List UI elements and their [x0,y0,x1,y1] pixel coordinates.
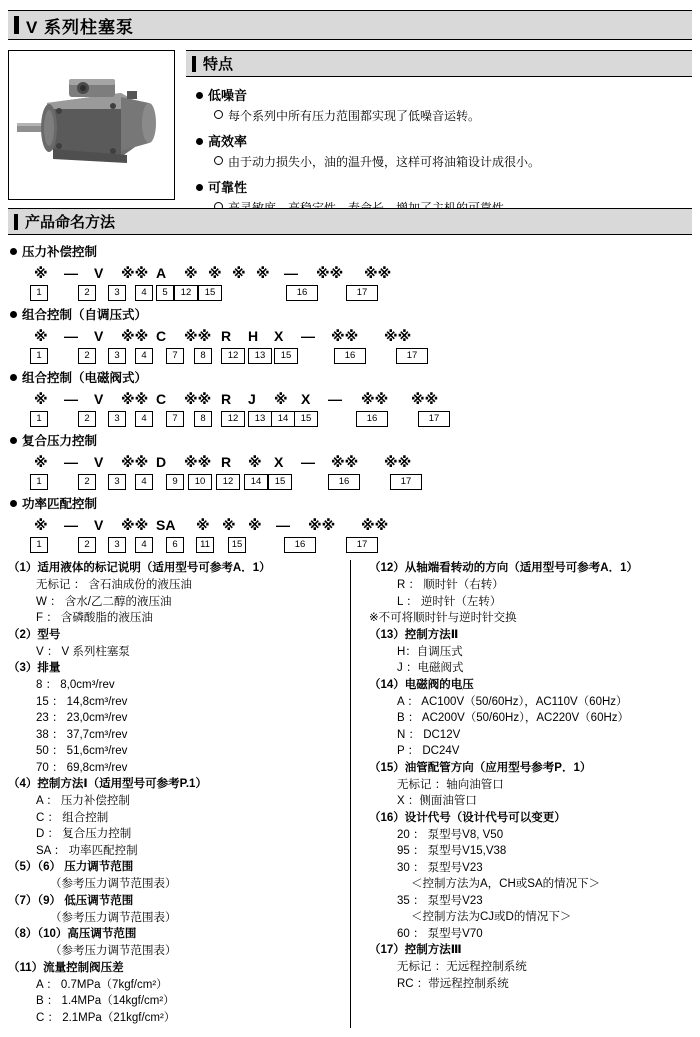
code-index-box: 2 [78,285,96,301]
legend-line: 20 ： 泵型号V8, V50 [397,828,504,841]
code-cell: — [328,391,342,407]
legend-line: SA ： 功率匹配控制 [36,844,138,857]
legend-line: 15 ： 14,8cm³/rev [36,695,128,708]
code-index-box: 3 [108,411,126,427]
code-index-box: 4 [135,348,153,364]
code-index-box: 14 [244,474,268,490]
feature-title: 可靠性 [208,180,248,195]
page-title-bar [8,10,692,40]
code-cell: — [301,454,315,470]
naming-group [8,431,692,490]
code-index-box: 3 [108,537,126,553]
legend-line: （参考压力调节范围表） [50,878,177,890]
legend-heading: （17）控制方法Ⅲ [369,944,462,956]
bullet-ring-icon [214,156,223,165]
naming-group-title-text: 复合压力控制 [22,434,98,448]
feature-desc: 每个系列中所有压力范围都实现了低噪音运转。 [228,109,481,123]
code-cell: X [274,454,284,470]
code-index-box: 7 [166,411,184,427]
code-cell: V [94,391,104,407]
code-cell: ※ [34,517,48,533]
code-index-box: 2 [78,411,96,427]
code-index-box: 12 [221,411,245,427]
legend-heading: （14）电磁阀的电压 [369,678,474,691]
legend-heading: （5）（6） 压力调节范围 [8,861,134,873]
title-accent-bar [14,16,19,34]
legend-line: X ：侧面油管口 [397,795,477,807]
code-cell: ※※ [308,517,336,533]
code-index-box: 8 [194,348,212,364]
legend-line: A ： 压力补偿控制 [36,795,130,807]
legend-line: L ： 逆时针（左转） [397,595,502,608]
code-cell: ※※ [331,454,359,470]
code-index-box: 4 [135,285,153,301]
legend-line: A ： 0.7MPa（7kgf/cm²） [36,978,168,991]
code-index-box: 2 [78,474,96,490]
naming-number-row [16,411,692,427]
legend-line: ＜控制方法为CJ或D的情况下＞ [411,911,572,923]
code-cell: ※ [34,454,48,470]
code-index-box: 17 [390,474,422,490]
code-index-box: 16 [284,537,316,553]
code-index-box: 16 [334,348,366,364]
legend-column-left [8,560,350,1028]
code-index-box: 15 [268,474,292,490]
code-index-box: 15 [228,537,246,553]
feature-item [196,131,692,170]
naming-group [8,305,692,364]
legend-line: 50 ： 51,6cm³/rev [36,745,128,757]
legend-line: 30 ： 泵型号V23 [397,861,483,874]
code-cell: ※※ [384,454,412,470]
code-index-box: 14 [271,411,295,427]
code-index-box: 8 [194,411,212,427]
naming-group-title [10,494,692,512]
bullet-ring-icon [214,110,223,119]
code-index-box: 3 [108,348,126,364]
code-cell: ※※ [184,391,212,407]
naming-heading: 产品命名方法 [25,214,116,231]
legend-line: ※不可将顺时针与逆时针交换 [369,612,517,624]
naming-code-row [16,515,692,537]
legend-line: 无标记 ：无远程控制系统 [397,961,527,973]
legend-line: C ： 组合控制 [36,811,109,824]
code-index-box: 5 [156,285,174,301]
legend-line: 8 ： 8,0cm³/rev [36,679,115,691]
legend-line: C ： 2.1MPa（21kgf/cm²） [36,1011,176,1024]
legend-line: 无标记 ： 含石油成份的液压油 [36,579,192,591]
code-cell: R [221,328,232,344]
code-cell: V [94,517,104,533]
legend-heading: （11）流量控制阀压差 [8,961,124,974]
naming-number-row [16,474,692,490]
feature-title-wrap [196,85,692,104]
code-index-box: 17 [418,411,450,427]
code-cell: SA [156,517,176,533]
legend-heading: （13）控制方法Ⅱ [369,628,459,641]
legend-line: W ： 含水/乙二醇的液压油 [36,595,172,608]
bullet-dot-icon [10,311,17,318]
code-cell: X [274,328,284,344]
code-cell: ※※ [184,328,212,344]
features-accent-bar [192,56,196,72]
code-index-box: 16 [328,474,360,490]
code-cell: ※ [222,517,236,533]
legend-line: 95 ： 泵型号V15,V38 [397,845,507,857]
feature-title: 低噪音 [208,88,248,103]
legend-heading: （7）（9） 低压调节范围 [8,894,134,907]
naming-group [8,242,692,301]
legend-line: （参考压力调节范围表） [50,911,177,924]
code-index-box: 9 [166,474,184,490]
legend-line: 35 ： 泵型号V23 [397,894,483,907]
bullet-dot-icon [10,437,17,444]
legend-heading: （12）从轴端看转动的方向（适用型号可参考A．1） [369,562,638,574]
pump-illustration [9,51,172,197]
code-cell: ※ [208,265,222,281]
code-index-box: 15 [198,285,222,301]
code-cell: D [156,454,167,470]
legend-line: RC ：带远程控制系统 [397,977,509,990]
naming-code-row [16,326,692,348]
code-index-box: 7 [166,348,184,364]
code-index-box: 13 [248,411,272,427]
code-cell: ※ [34,328,48,344]
features-heading: 特点 [203,56,234,73]
code-index-box: 17 [396,348,428,364]
code-index-box: 1 [30,348,48,364]
legend-column-right [350,560,692,1028]
legend-line: 无标记 ：轴向油管口 [397,778,504,791]
legend-line: 23 ： 23,0cm³/rev [36,712,128,724]
naming-group [8,494,692,553]
code-cell: H [248,328,259,344]
code-cell: ※※ [361,517,389,533]
legend-heading: （8）（10）高压调节范围 [8,928,137,940]
naming-group-title [10,305,692,323]
features-heading-bar [186,50,692,77]
legend-line: B ： 1.4MPa（14kgf/cm²） [36,995,175,1007]
bullet-dot-icon [196,184,203,191]
feature-desc: 由于动力损失小，油的温升慢，这样可将油箱设计成很小。 [228,155,541,169]
legend-heading: （4）控制方法Ⅰ（适用型号可参考P.1） [8,778,207,790]
code-cell: ※※ [384,328,412,344]
legend-line: 38 ： 37,7cm³/rev [36,728,128,741]
legend-line: J ：电磁阀式 [397,662,464,674]
naming-group-title-text: 组合控制（自调压式） [22,308,148,322]
naming-number-row [16,537,692,553]
code-index-box: 12 [216,474,240,490]
bullet-dot-icon [196,92,203,99]
bullet-dot-icon [196,138,203,145]
legend-line: A ： AC100V（50/60Hz），AC110V（60Hz） [397,695,628,708]
code-cell: ※※ [121,454,149,470]
code-cell: ※※ [316,265,344,281]
naming-code-row [16,263,692,285]
code-cell: A [156,265,167,281]
naming-code-row [16,389,692,411]
code-cell: ※ [232,265,246,281]
code-cell: R [221,454,232,470]
code-cell: ※ [184,265,198,281]
feature-desc-wrap [214,153,692,170]
legend-heading: （3）排量 [8,662,61,674]
legend-heading: （16）设计代号（设计代号可以变更） [369,811,566,824]
code-index-box: 4 [135,537,153,553]
code-index-box: 10 [188,474,212,490]
code-cell: C [156,391,167,407]
legend-line: D ： 复合压力控制 [36,828,132,840]
code-cell: ※※ [331,328,359,344]
code-cell: ※※ [121,328,149,344]
naming-accent-bar [14,214,18,230]
feature-title-wrap [196,131,692,150]
code-cell: — [64,265,78,281]
code-cell: ※ [248,454,262,470]
legend-line: （参考压力调节范围表） [50,945,177,957]
code-cell: V [94,265,104,281]
code-index-box: 13 [248,348,272,364]
code-cell: ※※ [121,517,149,533]
naming-code-area [8,242,692,557]
naming-group-title [10,431,692,449]
code-cell: ※※ [121,265,149,281]
code-cell: J [248,391,256,407]
legend-line: 60 ： 泵型号V70 [397,927,483,940]
code-cell: — [64,391,78,407]
code-cell: ※ [248,517,262,533]
legend-line: V ： V 系列柱塞泵 [36,645,130,658]
legend-line: ＜控制方法为A，CH或SA的情况下＞ [411,878,601,890]
bullet-dot-icon [10,374,17,381]
code-index-box: 1 [30,474,48,490]
naming-heading-inner [8,208,692,235]
code-index-box: 4 [135,411,153,427]
legend-heading: （15）油管配管方向（应用型号参考P．1） [369,761,592,774]
legend-line: 70 ： 69,8cm³/rev [36,761,128,774]
code-index-box: 12 [221,348,245,364]
code-cell: — [64,328,78,344]
naming-group-title [10,242,692,260]
code-cell: — [64,454,78,470]
bullet-dot-icon [10,500,17,507]
code-index-box: 2 [78,537,96,553]
feature-title: 高效率 [208,134,248,149]
code-index-box: 1 [30,285,48,301]
code-index-box: 11 [196,537,214,553]
naming-group-title-text: 组合控制（电磁阀式） [22,371,148,385]
legend-area [8,560,692,1028]
code-index-box: 3 [108,285,126,301]
feature-item [196,85,692,124]
feature-title-wrap [196,177,692,196]
code-cell: V [94,328,104,344]
code-index-box: 16 [286,285,318,301]
code-index-box: 15 [274,348,298,364]
code-index-box: 12 [174,285,198,301]
code-cell: — [284,265,298,281]
legend-heading: （1）适用液体的标记说明（适用型号可参考A．1） [8,562,271,574]
legend-line: F ： 含磷酸脂的液压油 [36,612,153,624]
feature-desc-wrap [214,107,692,124]
features-panel [186,50,692,223]
code-cell: ※ [196,517,210,533]
code-index-box: 15 [294,411,318,427]
code-index-box: 16 [356,411,388,427]
code-cell: C [156,328,167,344]
code-cell: ※※ [121,391,149,407]
code-cell: V [94,454,104,470]
code-cell: — [276,517,290,533]
legend-line: R ： 顺时针（右转） [397,579,504,591]
code-cell: ※ [274,391,288,407]
code-cell: ※※ [411,391,439,407]
code-cell: ※※ [364,265,392,281]
code-index-box: 3 [108,474,126,490]
code-cell: R [221,391,232,407]
naming-group-title-text: 压力补偿控制 [22,245,98,259]
naming-group-title-text: 功率匹配控制 [22,497,98,511]
code-cell: ※ [256,265,270,281]
legend-line: B ： AC200V（50/60Hz），AC220V（60Hz） [397,712,630,724]
code-index-box: 17 [346,285,378,301]
product-photo [8,50,175,200]
code-index-box: 1 [30,537,48,553]
naming-number-row [16,348,692,364]
naming-code-row [16,452,692,474]
features-list [186,77,692,216]
code-index-box: 4 [135,474,153,490]
code-index-box: 1 [30,411,48,427]
code-index-box: 2 [78,348,96,364]
legend-heading: （2）型号 [8,628,61,641]
code-cell: — [64,517,78,533]
naming-group-title [10,368,692,386]
naming-section-heading-bar [8,208,692,235]
code-cell: X [301,391,311,407]
code-cell: — [301,328,315,344]
code-cell: ※※ [184,454,212,470]
code-index-box: 17 [346,537,378,553]
code-cell: ※ [34,391,48,407]
legend-line: N ： DC12V [397,728,461,741]
legend-line: P ： DC24V [397,745,460,757]
code-cell: ※※ [361,391,389,407]
code-cell: ※ [34,265,48,281]
code-index-box: 6 [166,537,184,553]
legend-line: H：自调压式 [397,645,463,658]
page-title: V 系列柱塞泵 [26,17,135,37]
bullet-dot-icon [10,248,17,255]
naming-number-row [16,285,692,301]
naming-group [8,368,692,427]
